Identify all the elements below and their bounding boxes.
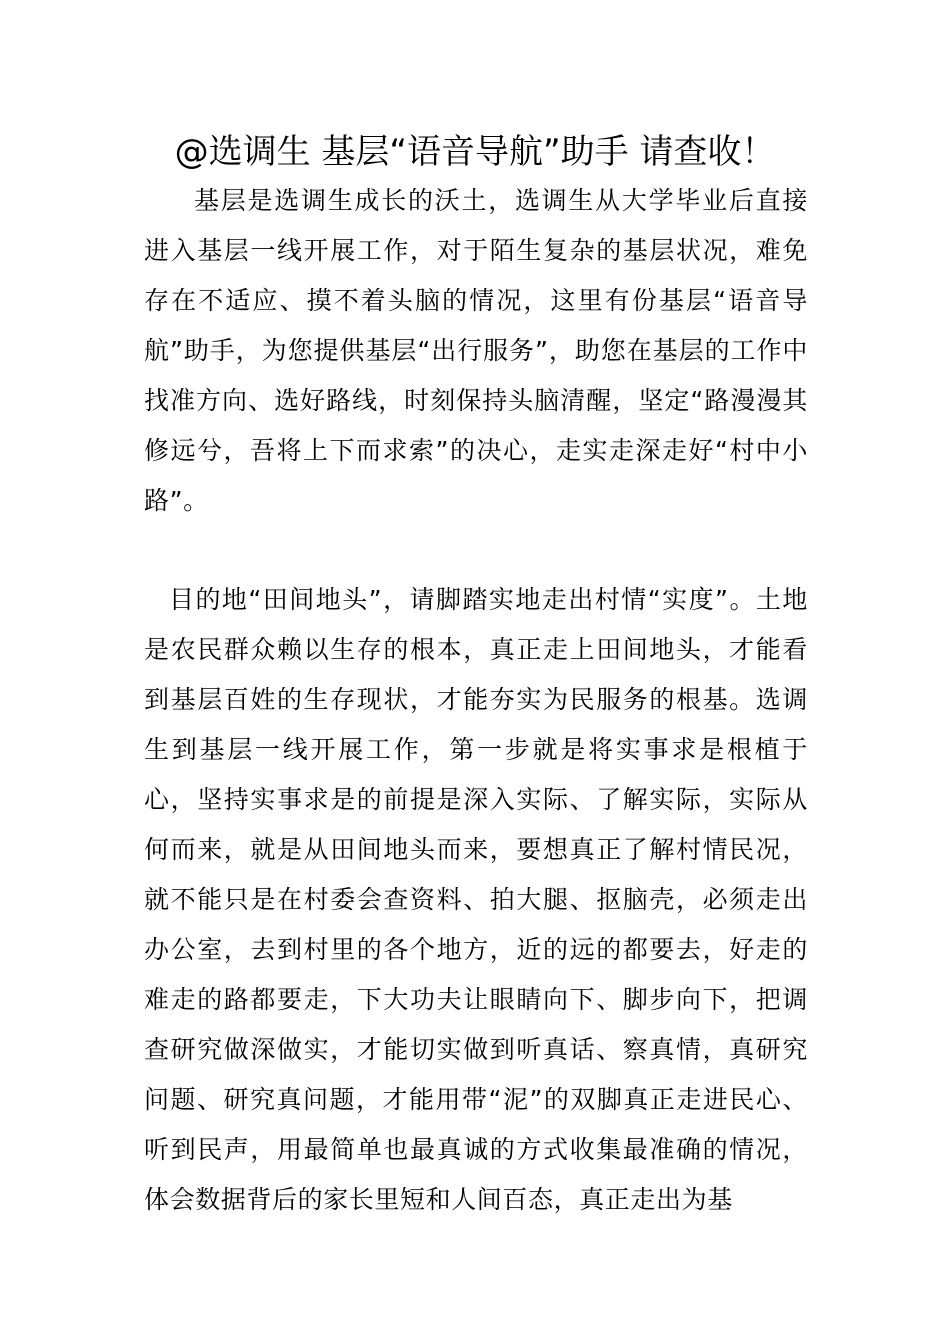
paragraph-field: 目的地“田间地头”，请脚踏实地走出村情“实度”。土地是农民群众赖以生存的根本，真正走上田间地头，才能看到基层百姓的生存现状，才能夯实为民服务的根基。选调生到基层一线开展工作，第一步就是将实事求是根植于心，坚持实事求是的前提是深入实际、了解实际，实际从何而来，就是从田间地头而来，要想真正了解村情民况，就不能只是在村委会查资料、拍大腿、抠脑壳，必须走出办公室，去到村里的各个地方，近的远的都要去，好走的难走的路都要走，下大功夫让眼睛向下、脚步向下，把调查研究做深做实，才能切实做到听真话、察真情，真研究问题、研究真问题，才能用带“泥”的双脚真正走进民心、听到民声，用最简单也最真诚的方式收集最准确的情况，体会数据背后的家长里短和人间百态，真正走出为基 bbox=[144, 585, 808, 1214]
document-title: @选调生 基层“语音导航”助手 请查收！ bbox=[174, 132, 776, 172]
paragraph-intro: 基层是选调生成长的沃土，选调生从大学毕业后直接进入基层一线开展工作，对于陌生复杂的基层状况，难免存在不适应、摸不着头脑的情况，这里有份基层“语音导航”助手，为您提供基层“出行服务”，助您在基层的工作中找准方向、选好路线，时刻保持头脑清醒，坚定“路漫漫其修远兮，吾将上下而求索”的决心，走实走深走好“村中小路”。 bbox=[144, 186, 808, 515]
